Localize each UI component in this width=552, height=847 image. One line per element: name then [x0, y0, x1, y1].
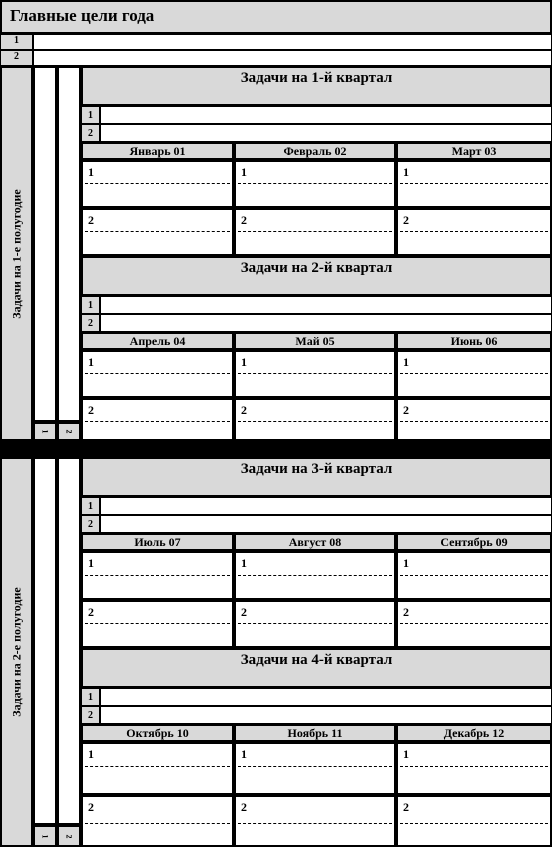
cell-number: 2 — [241, 403, 247, 417]
cell-number: 2 — [403, 605, 409, 619]
month-header: Август 08 — [234, 533, 396, 551]
quarter-title: Задачи на 4-й квартал — [81, 648, 552, 688]
half-year-label-cell — [0, 66, 33, 441]
month-task-cell[interactable] — [234, 551, 396, 600]
half-year-column[interactable] — [57, 66, 81, 422]
cell-number: 2 — [241, 605, 247, 619]
month-task-cell[interactable] — [81, 600, 234, 648]
quarter-title: Задачи на 1-й квартал — [81, 66, 552, 106]
month-header: Апрель 04 — [81, 332, 234, 350]
goal-number: 2 — [0, 50, 33, 66]
quarter-goal-field[interactable] — [100, 688, 552, 706]
quarter-goal-number: 1 — [81, 296, 100, 314]
cell-number: 1 — [403, 747, 409, 761]
month-task-cell[interactable] — [81, 551, 234, 600]
month-task-cell[interactable] — [234, 398, 396, 441]
cell-number: 1 — [403, 165, 409, 179]
half-year-column[interactable] — [57, 457, 81, 825]
cell-number: 1 — [241, 355, 247, 369]
month-task-cell[interactable] — [81, 398, 234, 441]
month-task-cell[interactable] — [234, 742, 396, 795]
cell-number: 1 — [88, 355, 94, 369]
cell-number: 2 — [241, 213, 247, 227]
cell-number: 2 — [88, 213, 94, 227]
month-task-cell[interactable] — [396, 742, 552, 795]
cell-number: 1 — [241, 165, 247, 179]
half-year-label: Задачи на 1-е полугодие — [9, 188, 23, 319]
month-task-cell[interactable] — [234, 600, 396, 648]
month-header: Февраль 02 — [234, 142, 396, 160]
goal-input-field[interactable] — [33, 34, 552, 50]
cell-number: 1 — [88, 747, 94, 761]
column-number: 2 — [57, 825, 81, 847]
half-year-label: Задачи на 2-е полугодие — [9, 587, 23, 717]
cell-number: 2 — [403, 403, 409, 417]
month-header: Сентябрь 09 — [396, 533, 552, 551]
half-year-column[interactable] — [33, 457, 57, 825]
quarter-goal-number: 2 — [81, 706, 100, 724]
cell-number: 1 — [403, 355, 409, 369]
month-task-cell[interactable] — [396, 208, 552, 256]
cell-number: 1 — [88, 165, 94, 179]
month-header: Декабрь 12 — [396, 724, 552, 742]
month-task-cell[interactable] — [396, 795, 552, 847]
half-year-label-cell — [0, 457, 33, 847]
month-task-cell[interactable] — [396, 350, 552, 398]
cell-number: 2 — [88, 800, 94, 814]
cell-number: 2 — [88, 605, 94, 619]
month-header: Январь 01 — [81, 142, 234, 160]
cell-number: 1 — [403, 556, 409, 570]
month-header: Май 05 — [234, 332, 396, 350]
cell-number: 1 — [241, 556, 247, 570]
quarter-goal-number: 1 — [81, 688, 100, 706]
quarter-goal-number: 1 — [81, 106, 100, 124]
month-header: Июнь 06 — [396, 332, 552, 350]
month-task-cell[interactable] — [81, 208, 234, 256]
page-title: Главные цели года — [0, 0, 552, 34]
column-number: 1 — [33, 825, 57, 847]
month-task-cell[interactable] — [396, 160, 552, 208]
quarter-title: Задачи на 3-й квартал — [81, 457, 552, 497]
quarter-goal-field[interactable] — [100, 497, 552, 515]
half-year-column[interactable] — [33, 66, 57, 422]
quarter-title: Задачи на 2-й квартал — [81, 256, 552, 296]
cell-number: 1 — [88, 556, 94, 570]
column-number: 1 — [33, 422, 57, 441]
month-header: Октябрь 10 — [81, 724, 234, 742]
month-task-cell[interactable] — [396, 600, 552, 648]
quarter-goal-field[interactable] — [100, 296, 552, 314]
column-number: 2 — [57, 422, 81, 441]
quarter-goal-field[interactable] — [100, 706, 552, 724]
quarter-goal-field[interactable] — [100, 515, 552, 533]
month-task-cell[interactable] — [81, 795, 234, 847]
month-task-cell[interactable] — [396, 551, 552, 600]
quarter-goal-field[interactable] — [100, 106, 552, 124]
quarter-goal-number: 2 — [81, 314, 100, 332]
half-year-separator — [0, 441, 552, 457]
month-task-cell[interactable] — [234, 160, 396, 208]
cell-number: 2 — [403, 213, 409, 227]
quarter-goal-field[interactable] — [100, 314, 552, 332]
month-header: Июль 07 — [81, 533, 234, 551]
cell-number: 2 — [241, 800, 247, 814]
cell-number: 2 — [88, 403, 94, 417]
month-header: Ноябрь 11 — [234, 724, 396, 742]
quarter-goal-number: 2 — [81, 124, 100, 142]
month-task-cell[interactable] — [81, 350, 234, 398]
quarter-goal-field[interactable] — [100, 124, 552, 142]
cell-number: 2 — [403, 800, 409, 814]
quarter-goal-number: 1 — [81, 497, 100, 515]
month-task-cell[interactable] — [234, 795, 396, 847]
quarter-goal-number: 2 — [81, 515, 100, 533]
month-header: Март 03 — [396, 142, 552, 160]
month-task-cell[interactable] — [81, 742, 234, 795]
goal-input-field[interactable] — [33, 50, 552, 66]
month-task-cell[interactable] — [81, 160, 234, 208]
cell-number: 1 — [241, 747, 247, 761]
goal-number: 1 — [0, 34, 33, 50]
month-task-cell[interactable] — [234, 350, 396, 398]
month-task-cell[interactable] — [234, 208, 396, 256]
month-task-cell[interactable] — [396, 398, 552, 441]
